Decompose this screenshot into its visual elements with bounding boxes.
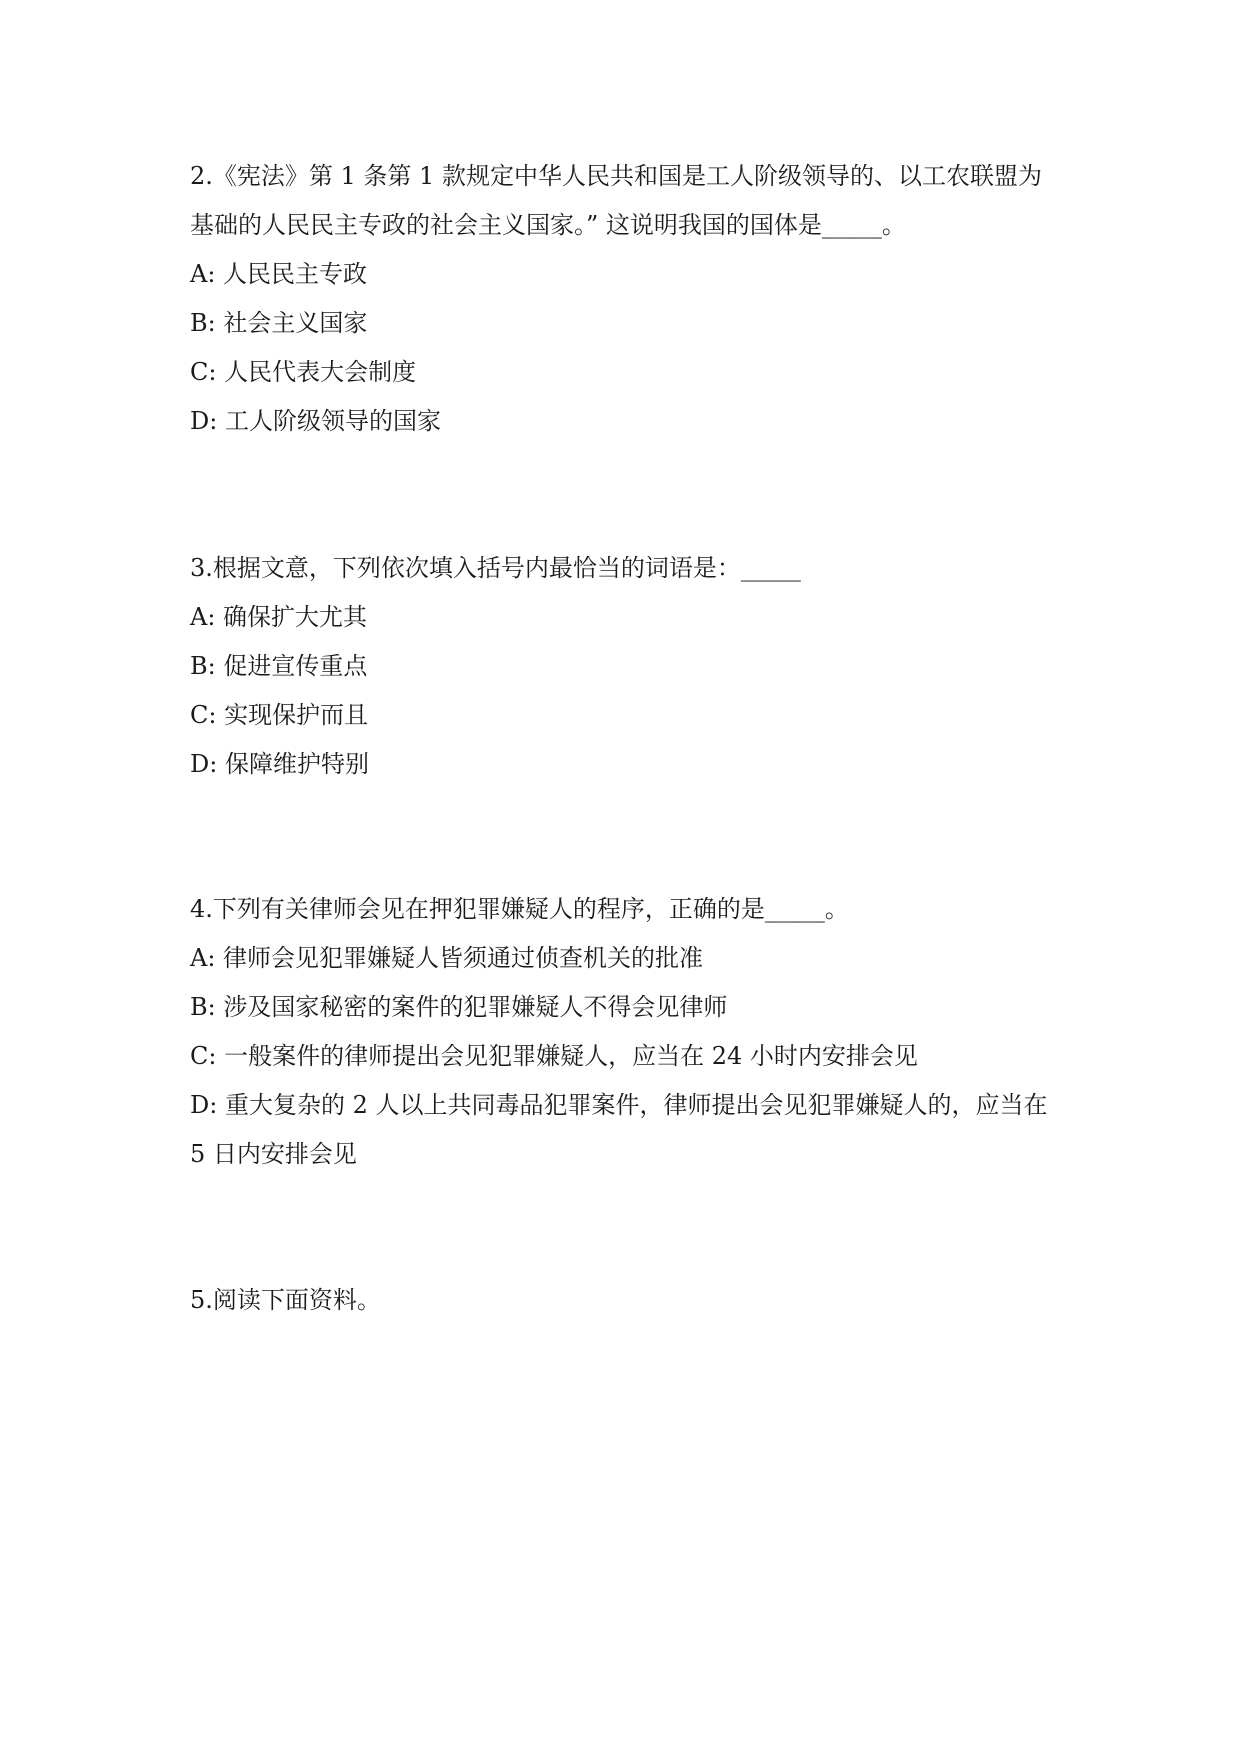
option-a: A: 人民民主专政 <box>190 260 368 288</box>
question-5 <box>190 1276 1060 1325</box>
question-2 <box>190 152 1060 446</box>
question-stem: 4.下列有关律师会见在押犯罪嫌疑人的程序，正确的是_____。 <box>190 895 849 923</box>
option-b: B: 社会主义国家 <box>190 309 368 337</box>
question-stem: 3.根据文意，下列依次填入括号内最恰当的词语是：_____ <box>190 554 801 582</box>
question-stem: 5.阅读下面资料。 <box>190 1286 381 1314</box>
option-a: A: 律师会见犯罪嫌疑人皆须通过侦查机关的批准 <box>190 944 704 972</box>
option-list <box>190 934 1060 1179</box>
option-a: A: 确保扩大尤其 <box>190 603 368 631</box>
option-list <box>190 593 1060 789</box>
question-3 <box>190 544 1060 789</box>
option-c: C: 一般案件的律师提出会见犯罪嫌疑人，应当在 24 小时内安排会见 <box>190 1042 918 1070</box>
option-d: D: 重大复杂的 2 人以上共同毒品犯罪案件，律师提出会见犯罪嫌疑人的，应当在 5 日内安排会见 <box>190 1091 1056 1168</box>
option-c: C: 人民代表大会制度 <box>190 358 417 386</box>
option-c: C: 实现保护而且 <box>190 701 369 729</box>
option-b: B: 涉及国家秘密的案件的犯罪嫌疑人不得会见律师 <box>190 993 728 1021</box>
option-d: D: 工人阶级领导的国家 <box>190 407 441 435</box>
question-stem: 2.《宪法》第 1 条第 1 款规定中华人民共和国是工人阶级领导的、以工农联盟为基础的人民民主专政的社会主义国家。” 这说明我国的国体是_____。 <box>190 162 1042 239</box>
option-list <box>190 250 1060 446</box>
option-d: D: 保障维护特别 <box>190 750 369 778</box>
question-4 <box>190 885 1060 1179</box>
option-b: B: 促进宣传重点 <box>190 652 368 680</box>
